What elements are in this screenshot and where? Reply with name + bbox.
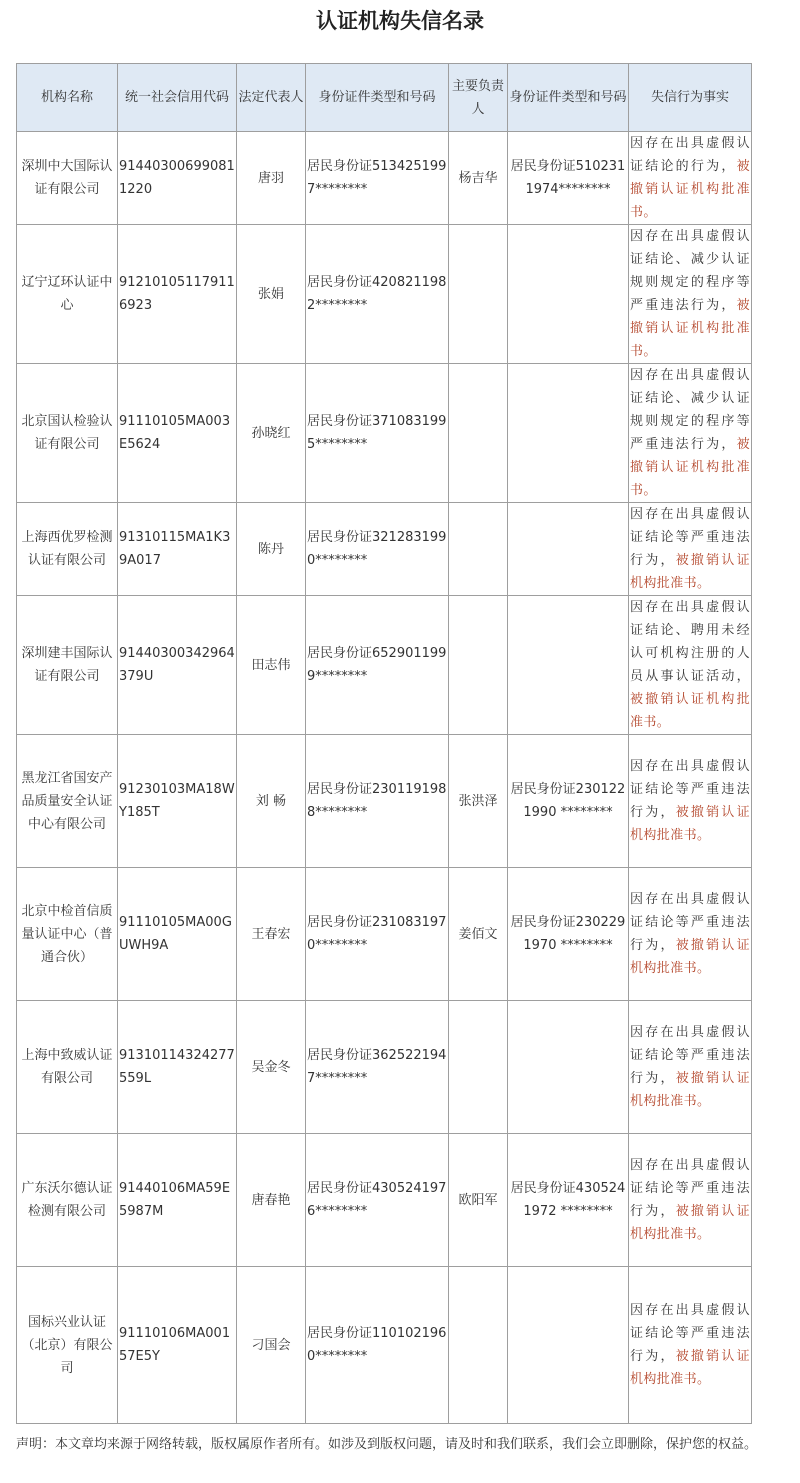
discredit-table: [16, 63, 752, 1424]
table-header-row: [17, 64, 752, 132]
legal-rep-id: 居民身份证3212831990********: [306, 503, 449, 596]
org-name: 北京国认检验认证有限公司: [17, 364, 118, 503]
col-header-fact: 失信行为事实: [629, 64, 752, 132]
fact: [629, 364, 752, 503]
penalty-text: 被撤销认证机构批准书。: [630, 805, 750, 843]
legal-rep: 刁国会: [237, 1267, 306, 1424]
manager: [449, 596, 508, 735]
col-header-credit-code: 统一社会信用代码: [118, 64, 237, 132]
fact-text: 因存在出具虚假认证结论、减少认证规则规定的程序等严重违法行为，: [630, 368, 750, 452]
fact: [629, 735, 752, 868]
legal-rep: 田志伟: [237, 596, 306, 735]
table-row: [17, 503, 752, 596]
legal-rep-id: 居民身份证4305241976********: [306, 1134, 449, 1267]
fact-text: 因存在出具虚假认证结论等严重违法行为，: [630, 892, 750, 953]
table-row: [17, 1134, 752, 1267]
org-name: 辽宁辽环认证中心: [17, 225, 118, 364]
penalty-text: 被撤销认证机构批准书。: [630, 159, 750, 220]
col-header-legal-rep: 法定代表人: [237, 64, 306, 132]
fact-text: 因存在出具虚假认证结论等严重违法行为，: [630, 759, 750, 820]
fact-text: 因存在出具虚假认证结论、减少认证规则规定的程序等严重违法行为，: [630, 229, 750, 313]
fact-text: 因存在出具虚假认证结论的行为，: [630, 136, 750, 174]
col-header-manager: 主要负责人: [449, 64, 508, 132]
manager-id: [508, 503, 629, 596]
fact: [629, 225, 752, 364]
manager: [449, 364, 508, 503]
org-name: 国标兴业认证（北京）有限公司: [17, 1267, 118, 1424]
col-header-manager-id: 身份证件类型和号码: [508, 64, 629, 132]
table-row: [17, 735, 752, 868]
table-row: [17, 1001, 752, 1134]
manager: [449, 1267, 508, 1424]
col-header-rep-id: 身份证件类型和号码: [306, 64, 449, 132]
manager: [449, 225, 508, 364]
credit-code: 912101051179116923: [118, 225, 237, 364]
page-title: 认证机构失信名录: [316, 9, 484, 33]
legal-rep: 唐羽: [237, 132, 306, 225]
legal-rep-id: 居民身份证3710831995********: [306, 364, 449, 503]
manager: 杨吉华: [449, 132, 508, 225]
table-row: [17, 868, 752, 1001]
fact-text: 因存在出具虚假认证结论等严重违法行为，: [630, 1025, 750, 1086]
fact: [629, 132, 752, 225]
manager-id: 居民身份证230122 1990 ********: [508, 735, 629, 868]
legal-rep: 吴金冬: [237, 1001, 306, 1134]
copyright-notice: 声明：本文章均来源于网络转载，版权属原作者所有。如涉及到版权问题，请及时和我们联系，我们会立即删除，保护您的权益。: [16, 1437, 758, 1452]
legal-rep-id: 居民身份证5134251997********: [306, 132, 449, 225]
manager: 姜佰文: [449, 868, 508, 1001]
credit-code: 91310114324277559L: [118, 1001, 237, 1134]
fact-text: 因存在出具虚假认证结论等严重违法行为，: [630, 1158, 750, 1219]
legal-rep-id: 居民身份证2301191988********: [306, 735, 449, 868]
legal-rep-id: 居民身份证3625221947********: [306, 1001, 449, 1134]
credit-code: 91440300342964379U: [118, 596, 237, 735]
fact: [629, 503, 752, 596]
manager-id: 居民身份证430524 1972 ********: [508, 1134, 629, 1267]
legal-rep-id: 居民身份证1101021960********: [306, 1267, 449, 1424]
credit-code: 91110106MA00157E5Y: [118, 1267, 237, 1424]
legal-rep: 孙晓红: [237, 364, 306, 503]
manager-id: 居民身份证230229 1970 ********: [508, 868, 629, 1001]
credit-code: 91310115MA1K39A017: [118, 503, 237, 596]
fact: [629, 868, 752, 1001]
table-row: [17, 596, 752, 735]
fact: [629, 1134, 752, 1267]
table-row: [17, 1267, 752, 1424]
manager-id: 居民身份证5102311974********: [508, 132, 629, 225]
penalty-text: 被撤销认证机构批准书。: [630, 437, 750, 498]
table-row: [17, 225, 752, 364]
manager-id: [508, 1001, 629, 1134]
org-name: 深圳建丰国际认证有限公司: [17, 596, 118, 735]
fact-text: 因存在出具虚假认证结论等严重违法行为，: [630, 1303, 750, 1364]
penalty-text: 被撤销认证机构批准书。: [630, 1204, 750, 1242]
legal-rep: 王春宏: [237, 868, 306, 1001]
manager-id: [508, 225, 629, 364]
legal-rep: 唐春艳: [237, 1134, 306, 1267]
org-name: 上海西优罗检测认证有限公司: [17, 503, 118, 596]
legal-rep: 张娟: [237, 225, 306, 364]
legal-rep-id: 居民身份证6529011999********: [306, 596, 449, 735]
penalty-text: 被撤销认证机构批准书。: [630, 553, 750, 591]
org-name: 北京中检首信质量认证中心（普通合伙）: [17, 868, 118, 1001]
fact: [629, 1001, 752, 1134]
credit-code: 914403006990811220: [118, 132, 237, 225]
penalty-text: 被撤销认证机构批准书。: [630, 938, 750, 976]
col-header-name: 机构名称: [17, 64, 118, 132]
penalty-text: 被撤销认证机构批准书。: [630, 1349, 750, 1387]
credit-code: 91110105MA00GUWH9A: [118, 868, 237, 1001]
fact: [629, 596, 752, 735]
fact: [629, 1267, 752, 1424]
credit-code: 91110105MA003E5624: [118, 364, 237, 503]
manager-id: [508, 364, 629, 503]
manager: [449, 1001, 508, 1134]
legal-rep: 刘 畅: [237, 735, 306, 868]
penalty-text: 被撤销认证机构批准书。: [630, 692, 750, 730]
manager-id: [508, 1267, 629, 1424]
table-row: [17, 132, 752, 225]
fact-text: 因存在出具虚假认证结论、聘用未经认可机构注册的人员从事认证活动，: [630, 600, 750, 684]
penalty-text: 被撤销认证机构批准书。: [630, 1071, 750, 1109]
penalty-text: 被撤销认证机构批准书。: [630, 298, 750, 359]
manager: 欧阳军: [449, 1134, 508, 1267]
legal-rep-id: 居民身份证2310831970********: [306, 868, 449, 1001]
fact-text: 因存在出具虚假认证结论等严重违法行为，: [630, 507, 750, 568]
manager: 张洪泽: [449, 735, 508, 868]
credit-code: 91230103MA18WY185T: [118, 735, 237, 868]
credit-code: 91440106MA59E5987M: [118, 1134, 237, 1267]
legal-rep: 陈丹: [237, 503, 306, 596]
org-name: 广东沃尔德认证检测有限公司: [17, 1134, 118, 1267]
org-name: 上海中致威认证有限公司: [17, 1001, 118, 1134]
manager: [449, 503, 508, 596]
org-name: 深圳中大国际认证有限公司: [17, 132, 118, 225]
manager-id: [508, 596, 629, 735]
org-name: 黑龙江省国安产品质量安全认证中心有限公司: [17, 735, 118, 868]
table-row: [17, 364, 752, 503]
legal-rep-id: 居民身份证4208211982********: [306, 225, 449, 364]
